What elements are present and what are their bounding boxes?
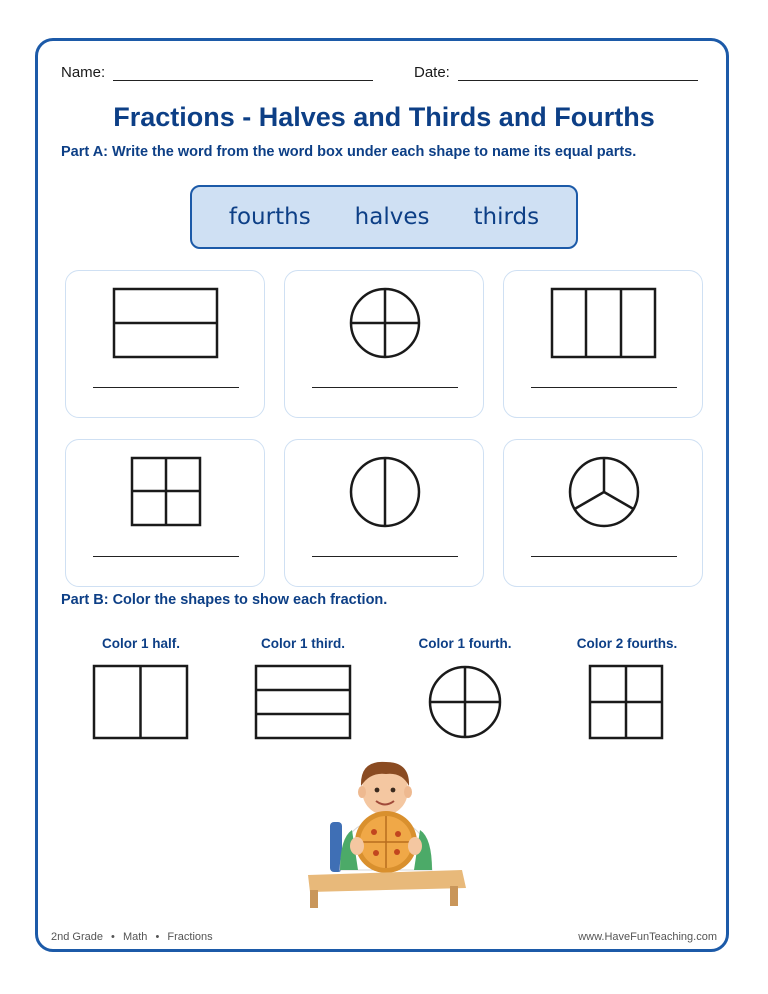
circle-fourths-shape xyxy=(285,271,485,419)
footer-tags xyxy=(51,931,213,943)
answer-line[interactable] xyxy=(531,556,677,557)
footer-tag-subject: Math xyxy=(122,931,148,943)
color-two-fourths-square[interactable] xyxy=(588,664,666,742)
word-box-item: thirds xyxy=(473,204,540,230)
word-box-item: halves xyxy=(354,204,430,230)
answer-line[interactable] xyxy=(93,387,239,388)
answer-line[interactable] xyxy=(312,556,458,557)
color-third-rectangle[interactable] xyxy=(254,664,352,742)
shape-card-halves-rectangle xyxy=(65,270,265,418)
name-label: Name: xyxy=(61,64,106,81)
shape-card-fourths-circle xyxy=(284,270,484,418)
circle-halves-shape xyxy=(285,440,485,588)
footer-separator: • xyxy=(155,931,160,943)
boy-with-pizza-illustration xyxy=(300,750,470,910)
shape-card-thirds-rectangle xyxy=(503,270,703,418)
word-box xyxy=(190,185,578,249)
header-fields xyxy=(61,64,708,86)
circle-thirds-shape xyxy=(504,440,704,588)
square-fourths-shape xyxy=(66,440,266,588)
footer-tag-grade: 2nd Grade xyxy=(51,931,103,943)
shape-card-fourths-square xyxy=(65,439,265,587)
answer-line[interactable] xyxy=(312,387,458,388)
color-half-rectangle[interactable] xyxy=(92,664,190,742)
name-line[interactable] xyxy=(113,64,373,81)
date-label: Date: xyxy=(414,64,450,81)
date-line[interactable] xyxy=(458,64,698,81)
part-a-instruction: Part A: Write the word from the word box under each shape to name its equal parts. xyxy=(61,144,637,160)
page-title: Fractions - Halves and Thirds and Fourths xyxy=(113,102,655,132)
color-fourth-circle[interactable] xyxy=(427,664,505,742)
shape-card-halves-circle xyxy=(284,439,484,587)
caption-color-2-fourths: Color 2 fourths. xyxy=(576,636,678,651)
part-b-instruction: Part B: Color the shapes to show each fraction. xyxy=(61,592,388,608)
rectangle-thirds-shape xyxy=(504,271,704,419)
answer-line[interactable] xyxy=(93,556,239,557)
caption-color-1-fourth: Color 1 fourth. xyxy=(418,636,512,651)
name-field[interactable] xyxy=(61,64,373,81)
caption-color-1-half: Color 1 half. xyxy=(101,636,180,651)
footer-tag-topic: Fractions xyxy=(167,931,213,943)
rectangle-halves-shape xyxy=(66,271,266,419)
footer-website[interactable]: www.HaveFunTeaching.com xyxy=(578,931,717,943)
shape-card-thirds-circle xyxy=(503,439,703,587)
word-box-item: fourths xyxy=(228,204,311,230)
date-field[interactable] xyxy=(414,64,698,81)
caption-color-1-third: Color 1 third. xyxy=(261,636,345,651)
answer-line[interactable] xyxy=(531,387,677,388)
footer-separator: • xyxy=(111,931,115,943)
